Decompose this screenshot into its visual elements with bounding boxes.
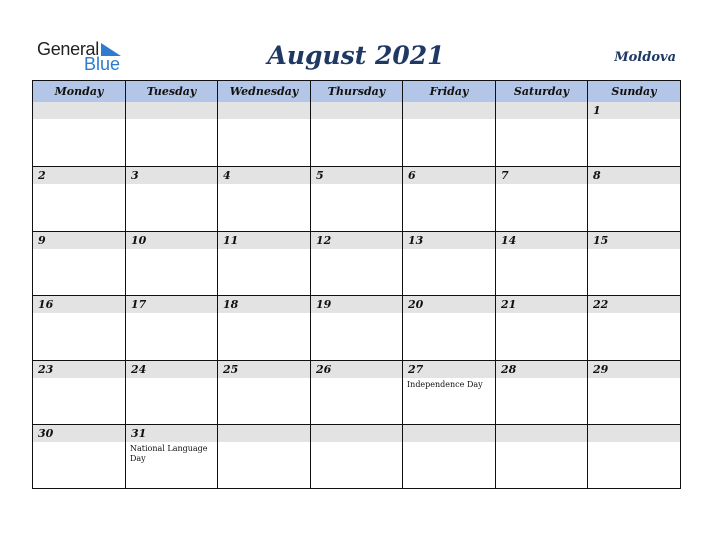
day-number-band bbox=[403, 167, 495, 184]
day-cell[interactable] bbox=[125, 167, 217, 232]
day-cell[interactable] bbox=[125, 425, 217, 489]
day-cell[interactable] bbox=[495, 425, 587, 489]
day-number: 12 bbox=[316, 234, 332, 247]
week-row bbox=[33, 360, 680, 425]
day-cell[interactable] bbox=[587, 361, 680, 425]
weekday-header-tuesday: Tuesday bbox=[125, 81, 217, 102]
day-number: 18 bbox=[223, 298, 239, 311]
day-cell[interactable] bbox=[310, 232, 402, 296]
weekday-header-saturday: Saturday bbox=[495, 81, 587, 102]
day-number: 7 bbox=[501, 169, 509, 182]
day-number: 22 bbox=[593, 298, 609, 311]
day-cell[interactable] bbox=[310, 425, 402, 489]
day-number: 26 bbox=[316, 363, 332, 376]
holiday-label: National Language Day bbox=[130, 444, 208, 463]
day-number-band bbox=[218, 102, 310, 119]
day-number: 11 bbox=[223, 234, 239, 247]
day-number: 3 bbox=[131, 169, 139, 182]
day-cell[interactable] bbox=[310, 361, 402, 425]
week-row bbox=[33, 424, 680, 489]
day-cell[interactable] bbox=[217, 232, 310, 296]
day-cell[interactable] bbox=[217, 167, 310, 232]
day-number: 31 bbox=[131, 427, 147, 440]
day-number: 23 bbox=[38, 363, 54, 376]
day-cell[interactable] bbox=[587, 232, 680, 296]
day-cell[interactable] bbox=[495, 296, 587, 361]
week-row bbox=[33, 102, 680, 167]
weekday-header-thursday: Thursday bbox=[310, 81, 402, 102]
day-number: 15 bbox=[593, 234, 609, 247]
day-number: 30 bbox=[38, 427, 54, 440]
day-number: 6 bbox=[408, 169, 416, 182]
day-cell[interactable] bbox=[402, 102, 495, 167]
day-cell[interactable] bbox=[217, 425, 310, 489]
day-cell[interactable] bbox=[310, 102, 402, 167]
week-row bbox=[33, 295, 680, 361]
day-cell[interactable] bbox=[217, 296, 310, 361]
day-cell[interactable] bbox=[495, 232, 587, 296]
day-cell[interactable] bbox=[310, 296, 402, 361]
day-number: 24 bbox=[131, 363, 147, 376]
day-number: 10 bbox=[131, 234, 147, 247]
day-number-band bbox=[33, 232, 125, 249]
weekday-header-row bbox=[33, 81, 680, 103]
day-cell[interactable] bbox=[33, 232, 125, 296]
day-number-band bbox=[496, 425, 587, 442]
day-cell[interactable] bbox=[125, 296, 217, 361]
day-cell[interactable] bbox=[402, 361, 495, 425]
day-number: 27 bbox=[408, 363, 424, 376]
day-cell[interactable] bbox=[33, 167, 125, 232]
day-cell[interactable] bbox=[33, 102, 125, 167]
day-cell[interactable] bbox=[495, 102, 587, 167]
day-cell[interactable] bbox=[495, 167, 587, 232]
day-cell[interactable] bbox=[402, 425, 495, 489]
week-row bbox=[33, 231, 680, 296]
day-number: 21 bbox=[501, 298, 517, 311]
weekday-header-friday: Friday bbox=[402, 81, 495, 102]
day-number-band bbox=[311, 425, 402, 442]
day-number-band bbox=[588, 425, 680, 442]
day-cell[interactable] bbox=[402, 296, 495, 361]
day-number-band bbox=[403, 102, 495, 119]
day-cell[interactable] bbox=[33, 361, 125, 425]
holiday-label: Independence Day bbox=[407, 380, 483, 389]
day-number: 9 bbox=[38, 234, 46, 247]
calendar-grid bbox=[32, 80, 681, 489]
day-number: 14 bbox=[501, 234, 517, 247]
day-cell[interactable] bbox=[125, 102, 217, 167]
day-number: 2 bbox=[38, 169, 46, 182]
day-cell[interactable] bbox=[587, 102, 680, 167]
day-number: 17 bbox=[131, 298, 147, 311]
day-number: 29 bbox=[593, 363, 609, 376]
day-number: 13 bbox=[408, 234, 424, 247]
day-number: 4 bbox=[223, 169, 231, 182]
day-cell[interactable] bbox=[217, 361, 310, 425]
day-number: 5 bbox=[316, 169, 324, 182]
calendar-title: August 2021 bbox=[267, 41, 445, 70]
day-number-band bbox=[311, 167, 402, 184]
day-cell[interactable] bbox=[587, 167, 680, 232]
day-number-band bbox=[588, 167, 680, 184]
day-number: 19 bbox=[316, 298, 332, 311]
weekday-header-wednesday: Wednesday bbox=[217, 81, 310, 102]
logo-general-text: General bbox=[37, 39, 99, 59]
day-cell[interactable] bbox=[125, 361, 217, 425]
day-number-band bbox=[126, 102, 217, 119]
day-number-band bbox=[311, 102, 402, 119]
logo-blue-text: Blue bbox=[84, 54, 121, 74]
day-cell[interactable] bbox=[402, 167, 495, 232]
day-number-band bbox=[218, 167, 310, 184]
day-number-band bbox=[588, 102, 680, 119]
weekday-header-sunday: Sunday bbox=[587, 81, 680, 102]
day-cell[interactable] bbox=[310, 167, 402, 232]
day-number-band bbox=[218, 425, 310, 442]
day-cell[interactable] bbox=[33, 425, 125, 489]
day-cell[interactable] bbox=[217, 102, 310, 167]
day-number: 28 bbox=[501, 363, 517, 376]
day-cell[interactable] bbox=[587, 296, 680, 361]
day-cell[interactable] bbox=[495, 361, 587, 425]
day-number: 20 bbox=[408, 298, 424, 311]
day-number-band bbox=[496, 167, 587, 184]
country-name: Moldova bbox=[614, 50, 676, 65]
day-number: 25 bbox=[223, 363, 239, 376]
day-number-band bbox=[496, 102, 587, 119]
day-cell[interactable] bbox=[125, 232, 217, 296]
day-number-band bbox=[33, 167, 125, 184]
day-number-band bbox=[403, 425, 495, 442]
day-cell[interactable] bbox=[33, 296, 125, 361]
day-number: 8 bbox=[593, 169, 601, 182]
day-number: 16 bbox=[38, 298, 54, 311]
day-number-band bbox=[126, 167, 217, 184]
day-number: 1 bbox=[593, 104, 601, 117]
day-number-band bbox=[33, 102, 125, 119]
day-cell[interactable] bbox=[587, 425, 680, 489]
day-cell[interactable] bbox=[402, 232, 495, 296]
week-row bbox=[33, 166, 680, 232]
weekday-header-monday: Monday bbox=[54, 85, 104, 98]
